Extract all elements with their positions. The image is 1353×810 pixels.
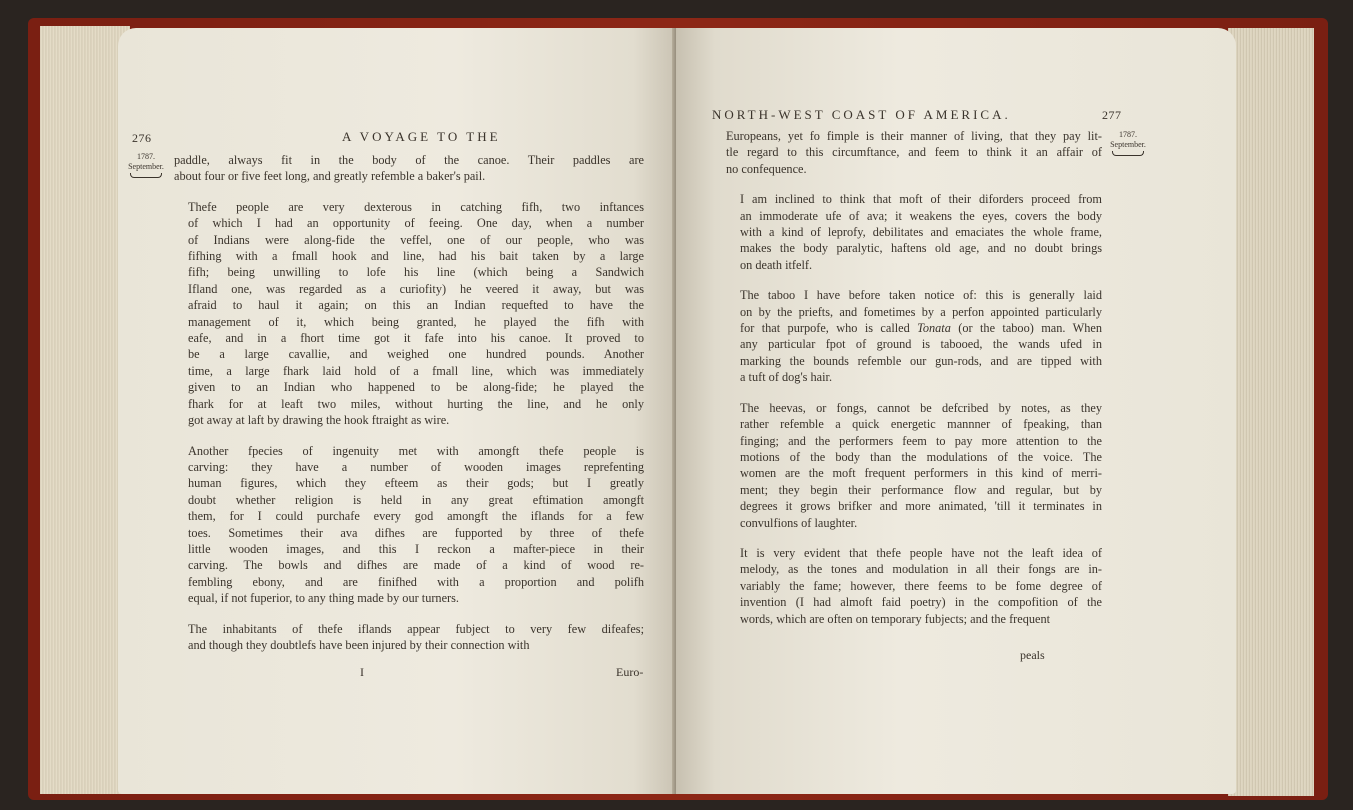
- page-number: 276: [132, 131, 152, 145]
- text-line: carving: they have a number of wooden images reprefenting: [188, 459, 644, 474]
- text-line: variably the fame; however, there feems to be fome degree of: [740, 578, 1102, 593]
- text-line: It is very evident that thefe people have not the leaft idea of: [740, 545, 1102, 560]
- text-line: about four or five feet long, and greatly refemble a baker's pail.: [174, 169, 486, 184]
- paragraph: [726, 545, 1102, 627]
- text-line: eafe, and in a fhort time got it fafe into his canoe. It proved to: [188, 331, 644, 346]
- catchword: peals: [1020, 648, 1045, 662]
- text-line: of Indians were along-fide the veffel, one of our people, who was: [188, 232, 644, 247]
- paragraph: [174, 199, 644, 429]
- text-line: any particular fpot of ground is tabooed, the wands ufed in: [740, 337, 1102, 352]
- margin-month: September.: [1110, 140, 1146, 149]
- text-line: convulfions of laughter.: [740, 515, 858, 530]
- text-line: Thefe people are very dexterous in catching fifh, two inftances: [188, 199, 644, 214]
- margin-month: September.: [128, 162, 164, 171]
- text-line: motions of the body than the modulations of the voice. The: [740, 449, 1102, 464]
- text-line: ment; they begin their performance flow and regular, but by: [740, 482, 1102, 497]
- paragraph: [174, 152, 644, 185]
- text-line: degrees it grows brifker and more animated, 'till it terminates in: [740, 499, 1102, 514]
- text-line: be a large cavallie, and weighed one hundred pounds. Another: [188, 347, 644, 362]
- text-line: women are the moft frequent performers in this kind of merri-: [740, 466, 1102, 481]
- text-line: and though they doubtlefs have been injured by their connection with: [188, 637, 530, 652]
- text-line: human figures, which they efteem as their gods; but I greatly: [188, 476, 644, 491]
- text-line: words, which are often on temporary fubjects; and the frequent: [740, 611, 1051, 626]
- text-line: got away at laft by drawing the hook ftraight as wire.: [188, 413, 450, 428]
- text-line: an immoderate ufe of ava; it weakens the eyes, covers the body: [740, 208, 1102, 223]
- text-line: tle regard to this circumftance, and feem to think it an affair of: [726, 145, 1102, 160]
- signature-mark: I: [360, 665, 364, 679]
- paragraph: [726, 128, 1102, 177]
- paragraph: [174, 443, 644, 607]
- text-line: The taboo I have before taken notice of: this is generally laid: [740, 288, 1102, 303]
- text-line: Ifland one, was regarded as a curiofity) he veered it away, but was: [188, 281, 644, 296]
- text-line: them, for I could purchafe every god amongft the iflands for a few: [188, 509, 644, 524]
- paragraph: [726, 287, 1102, 385]
- margin-year: 1787.: [1119, 130, 1137, 139]
- running-head: A VOYAGE TO THE: [342, 129, 501, 144]
- text-line: a tuft of dog's hair.: [740, 370, 833, 385]
- text-line: The inhabitants of thefe iflands appear fubject to very few difeafes;: [188, 621, 644, 636]
- text-line: finging; and the performers feem to pay more attention to the: [740, 433, 1102, 448]
- text-line: for that purpofe, who is called Tonata (or the taboo) man. When: [740, 321, 1102, 336]
- text-line: makes the body paralytic, haftens old age, and no doubt brings: [740, 241, 1102, 256]
- page-number: 277: [1102, 108, 1122, 122]
- text-line: time, a large fhark laid hold of a fmall line, which was immediately: [188, 363, 644, 378]
- paragraph: [726, 191, 1102, 273]
- text-line: melody, as the tones and modulation in all their fongs are in-: [740, 562, 1102, 577]
- text-line: Europeans, yet fo fimple is their manner of living, that they pay lit-: [726, 129, 1102, 143]
- text-line: invention (I had almoft faid poetry) in the compofition of the: [740, 595, 1102, 610]
- text-line: equal, if not fuperior, to any thing made by our turners.: [188, 591, 459, 606]
- left-page: [118, 28, 678, 794]
- text-line: on by the priefts, and fometimes by a perfon appointed particularly: [740, 304, 1102, 319]
- text-line: Another fpecies of ingenuity met with amongft thefe people is: [188, 443, 644, 458]
- text-line: doubt whether religion is held in any great eftimation amongft: [188, 492, 644, 507]
- text-line: management of it, which being granted, he played the fifh with: [188, 314, 644, 329]
- text-line: The heevas, or fongs, cannot be defcribed by notes, as they: [740, 400, 1102, 415]
- page-edges-left: [40, 26, 130, 794]
- running-head: NORTH-WEST COAST OF AMERICA.: [712, 107, 1011, 122]
- body-text: [174, 152, 644, 667]
- body-text: [726, 128, 1102, 641]
- text-line: fifhing with a fmall hook and line, had his bait taken by a large: [188, 249, 644, 264]
- text-line: little wooden images, and this I reckon a mafter-piece in their: [188, 541, 644, 556]
- margin-date: [126, 152, 166, 178]
- text-line: with a kind of leprofy, debilitates and emaciates the whole frame,: [740, 225, 1102, 240]
- text-line: I am inclined to think that moft of their diforders proceed from: [740, 192, 1102, 207]
- text-line: paddle, always fit in the body of the canoe. Their paddles are: [174, 153, 644, 167]
- text-line: of which I had an opportunity of feeing. One day, when a number: [188, 216, 644, 231]
- catchword: Euro-: [616, 665, 644, 679]
- text-line: marking the bounds refemble our gun-rods, and are tipped with: [740, 353, 1102, 368]
- text-line: on death itfelf.: [740, 257, 813, 272]
- text-line: afraid to haul it again; on this an Indian requefted to have the: [188, 298, 644, 313]
- paragraph: [174, 621, 644, 654]
- text-line: fifh; being unwilling to lofe his line (which being a Sandwich: [188, 265, 644, 280]
- margin-year: 1787.: [137, 152, 155, 161]
- text-line: no confequence.: [726, 161, 807, 176]
- right-page: [676, 28, 1236, 794]
- text-line: toes. Sometimes their ava difhes are fupported by three of thefe: [188, 525, 644, 540]
- text-line: fembling ebony, and are finifhed with a proportion and polifh: [188, 574, 644, 589]
- page-edges-right: [1228, 28, 1314, 796]
- text-line: carving. The bowls and difhes are made of a kind of wood re-: [188, 558, 644, 573]
- text-line: fhark for at leaft two miles, without hurting the line, and he only: [188, 396, 644, 411]
- margin-date: [1108, 130, 1148, 156]
- text-line: given to an Indian who happened to be along-fide; he played the: [188, 380, 644, 395]
- paragraph: [726, 400, 1102, 531]
- text-line: rather refemble a quick energetic mannner of fpeaking, than: [740, 417, 1102, 432]
